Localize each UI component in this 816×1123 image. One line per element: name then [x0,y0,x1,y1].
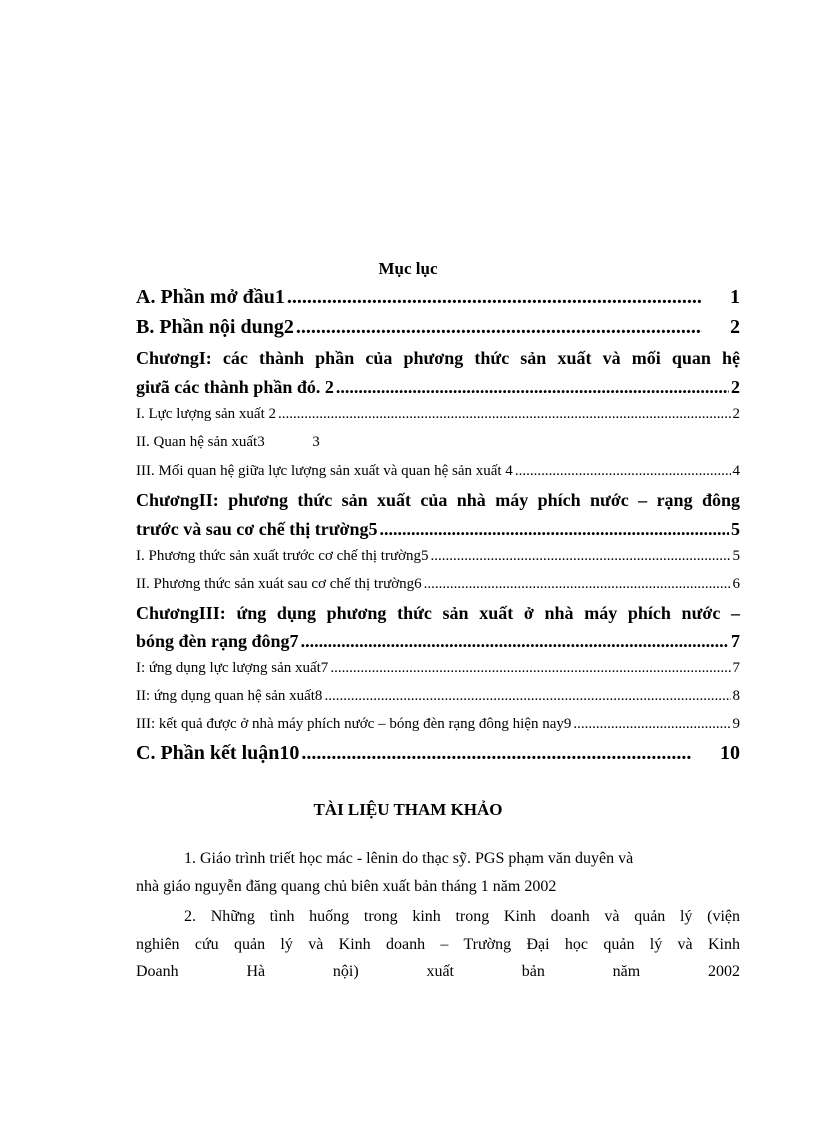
toc-leader-dots [324,688,730,705]
toc-leader-dots [379,519,729,540]
toc-leader-dots [424,576,731,593]
toc-leader-dots [330,660,730,677]
toc-entry-page: 9 [732,716,740,732]
toc-chapter-2-line1: ChươngII: phương thức sản xuất của nhà máy phích nước – rạng đông [136,490,740,510]
toc-entry-text: C. Phần kết luận10 [136,742,300,764]
toc-entry-page: 3 [312,434,320,450]
toc-leader-dots [431,548,731,565]
toc-entry-text: B. Phần nội dung2 [136,316,294,338]
toc-item [136,688,740,705]
toc-leader-dots [296,316,702,339]
toc-entry-page: 2 [730,316,740,338]
toc-item [136,716,740,733]
toc-entry-text: II. Quan hệ sản xuất3 [136,434,265,450]
toc-entry-page: 2 [731,377,740,397]
toc-entry-page: 7 [732,660,740,676]
toc-item [136,548,740,565]
toc-entry-page: 7 [731,631,740,651]
toc-leader-dots [515,463,731,480]
toc-leader-dots [573,716,730,733]
toc-leader-dots [336,377,729,398]
toc-entry-text: trước và sau cơ chế thị trường5 [136,519,378,539]
toc-leader-dots [301,631,729,652]
reference-1-line2: nhà giáo nguyễn đăng quang chủ biên xuất bản tháng 1 năm 2002 [136,878,557,895]
toc-entry-page: 5 [731,519,740,539]
toc-chapter-3 [136,631,740,652]
toc-item [136,406,740,423]
reference-2-line3: Doanh Hà nội) xuất bản năm 2002 [136,963,740,980]
toc-entry-text: III: kết quả được ở nhà máy phích nước – bóng đèn rạng đông hiện nay9 [136,716,572,732]
reference-2-line1: 2. Những tình huống trong kinh trong Kinh doanh và quản lý (viện [184,908,740,925]
toc-entry-page: 2 [732,406,740,422]
toc-entry-page: 10 [720,742,740,764]
toc-item [136,660,740,677]
toc-title: Mục lục [378,259,438,278]
toc-entry-text: I. Phương thức sản xuất trước cơ chế thị trường5 [136,548,429,564]
toc-entry-text: II: ứng dụng quan hệ sản xuất8 [136,688,323,704]
toc-item [136,576,740,593]
reference-1-line1: 1. Giáo trình triết học mác - lênin do thạc sỹ. PGS phạm văn duyên và [184,850,634,867]
toc-entry-text: I. Lực lượng sản xuất 2 [136,406,276,422]
toc-chapter-1-line1: ChươngI: các thành phần của phương thức sản xuất và mối quan hệ [136,348,740,368]
toc-entry-page: 6 [732,576,740,592]
toc-item [136,434,320,451]
toc-entry-text: A. Phần mở đầu1 [136,286,285,308]
toc-entry-page: 4 [732,463,740,479]
toc-entry-b [136,316,740,339]
toc-leader-dots [287,286,702,309]
toc-entry-text: bóng đèn rạng đông7 [136,631,299,651]
toc-entry-a [136,286,740,309]
toc-entry-page: 5 [732,548,740,564]
toc-entry-page: 8 [732,688,740,704]
toc-leader-dots [278,406,731,423]
toc-entry-text: giưã các thành phần đó. 2 [136,377,334,397]
toc-entry-text: II. Phương thức sản xuát sau cơ chế thị trường6 [136,576,422,592]
references-title: TÀI LIỆU THAM KHẢO [313,800,503,819]
toc-entry-page: 1 [730,286,740,308]
toc-chapter-2 [136,519,740,540]
toc-leader-dots [301,742,692,765]
toc-chapter-1 [136,377,740,398]
toc-chapter-3-line1: ChươngIII: ứng dụng phương thức sản xuất ở nhà máy phích nước – [136,603,740,623]
toc-entry-text: I: ứng dụng lực lượng sản xuất7 [136,660,329,676]
toc-entry-c [136,742,740,765]
reference-2-line2: nghiên cứu quản lý và Kinh doanh – Trường Đại học quản lý và Kinh [136,936,740,953]
toc-entry-text: III. Mối quan hệ giữa lực lượng sản xuất và quan hệ sản xuất 4 [136,463,513,479]
toc-item [136,463,740,480]
